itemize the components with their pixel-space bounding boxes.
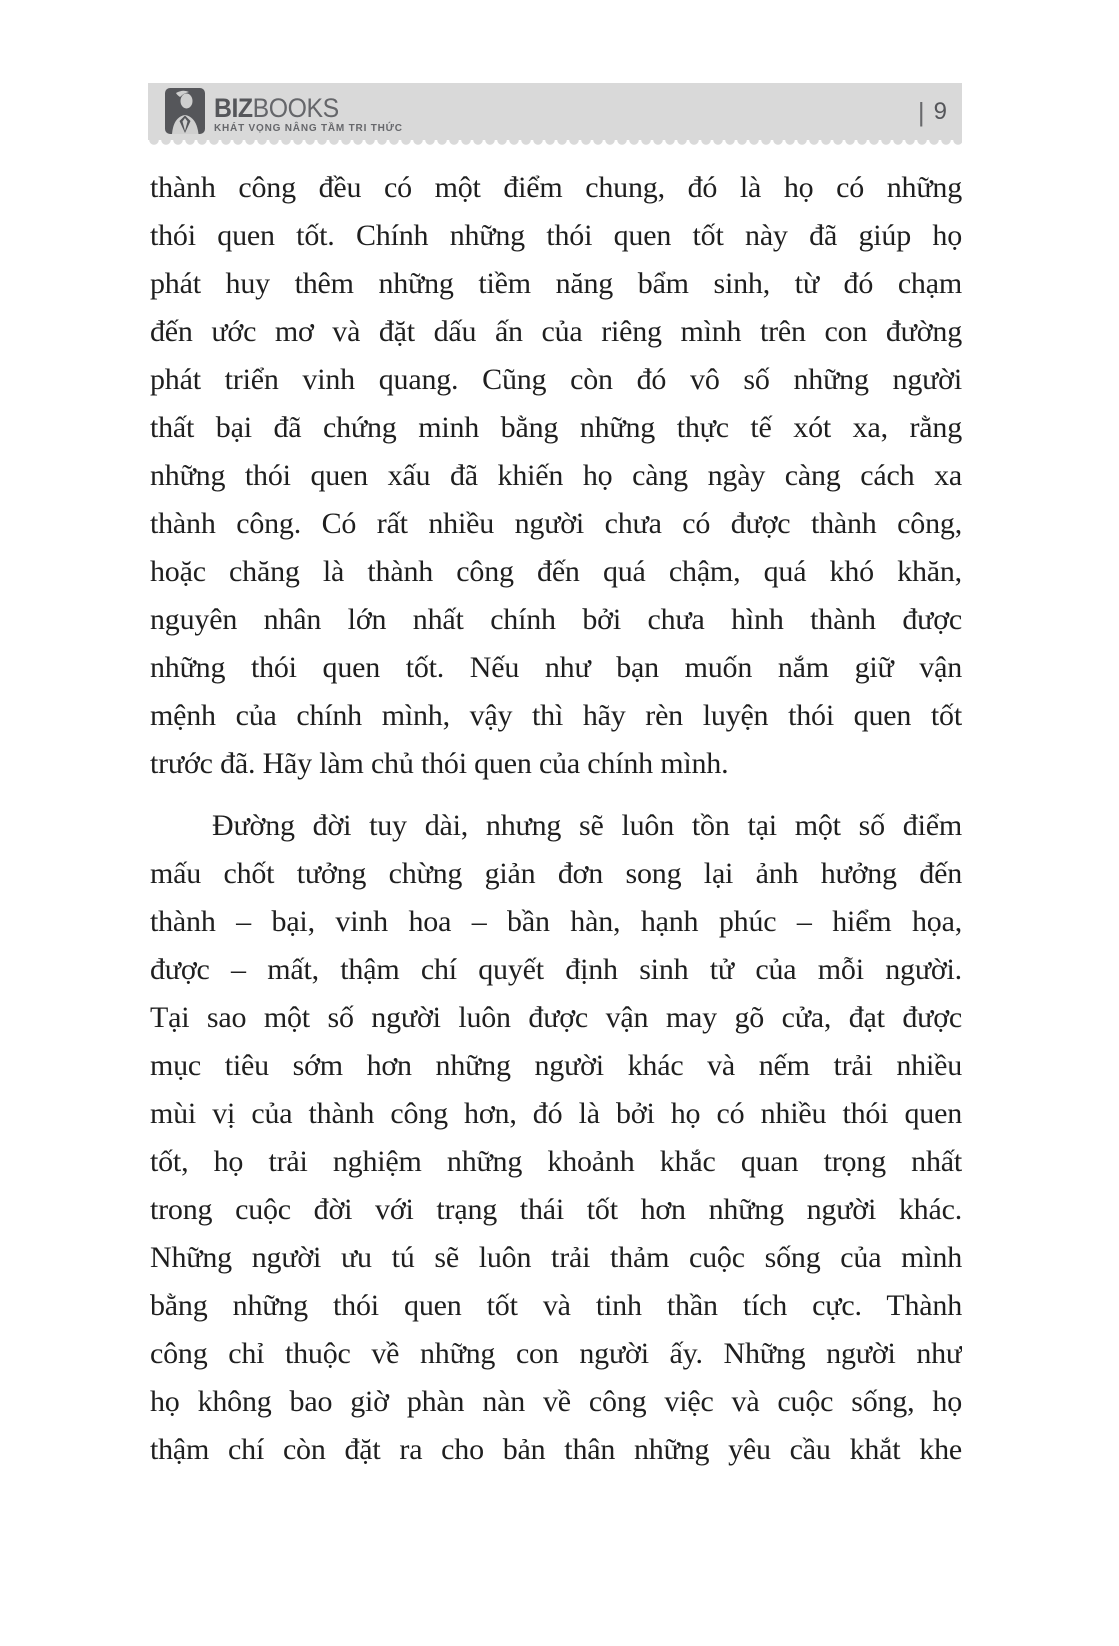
page-number-group [918,83,947,140]
text-line: họ không bao giờ phàn nàn về công việc và cuộc sống, họ [150,1385,962,1418]
page-number: 9 [933,97,947,125]
text-line: Những người ưu tú sẽ luôn trải thảm cuộc sống của mình [150,1241,962,1274]
text-line: mấu chốt tưởng chừng giản đơn song lại ảnh hưởng đến [150,857,962,890]
paragraph [150,802,962,1474]
header-band [148,83,962,140]
paragraph [150,164,962,788]
text-line: thành công đều có một điểm chung, đó là họ có những [150,171,962,204]
text-line: mùi vị của thành công hơn, đó là bởi họ có nhiều thói quen [150,1097,962,1130]
text-line: thói quen tốt. Chính những thói quen tốt này đã giúp họ [150,219,962,252]
text-line: thành công. Có rất nhiều người chưa có được thành công, [150,507,962,540]
text-line: nguyên nhân lớn nhất chính bởi chưa hình thành được [150,603,962,636]
text-line: tốt, họ trải nghiệm những khoảnh khắc quan trọng nhất [150,1145,962,1178]
text-line: Đường đời tuy dài, nhưng sẽ luôn tồn tại một số điểm [212,809,962,842]
brand-name [214,93,388,123]
brand-tagline: KHÁT VỌNG NÂNG TẦM TRI THỨC [214,123,403,134]
text-line: mục tiêu sớm hơn những người khác và nếm trải nhiều [150,1049,962,1082]
text-line: thành – bại, vinh hoa – bần hàn, hạnh phúc – hiểm họa, [150,905,962,938]
text-line: phát huy thêm những tiềm năng bẩm sinh, từ đó chạm [150,267,962,300]
text-line: mệnh của chính mình, vậy thì hãy rèn luyện thói quen tốt [150,699,962,732]
text-line: được – mất, thậm chí quyết định sinh tử của mỗi người. [150,953,962,986]
perforated-edge [148,140,962,147]
brand-name-light: BOOKS [252,93,339,123]
businessman-icon [165,88,205,134]
text-line: trong cuộc đời với trạng thái tốt hơn những người khác. [150,1193,962,1226]
brand-logo [165,88,403,134]
text-line: thậm chí còn đặt ra cho bản thân những yêu cầu khắt khe [150,1433,962,1466]
page-body [150,164,962,1474]
text-line: công chỉ thuộc về những con người ấy. Những người như [150,1337,962,1370]
page-number-separator: | [917,96,925,127]
text-line: bằng những thói quen tốt và tinh thần tích cực. Thành [150,1289,962,1322]
text-line: thất bại đã chứng minh bằng những thực tế xót xa, rằng [150,411,962,444]
text-line: những thói quen tốt. Nếu như bạn muốn nắm giữ vận [150,651,962,684]
brand-name-bold: BIZ [214,93,253,123]
text-line: những thói quen xấu đã khiến họ càng ngày càng cách xa [150,459,962,492]
text-line: hoặc chăng là thành công đến quá chậm, quá khó khăn, [150,555,962,588]
text-line: trước đã. Hãy làm chủ thói quen của chính mình. [150,747,729,780]
text-line: Tại sao một số người luôn được vận may gõ cửa, đạt được [150,1001,962,1034]
text-line: phát triển vinh quang. Cũng còn đó vô số những người [150,363,962,396]
text-line: đến ước mơ và đặt dấu ấn của riêng mình trên con đường [150,315,962,348]
brand-block [214,88,403,134]
